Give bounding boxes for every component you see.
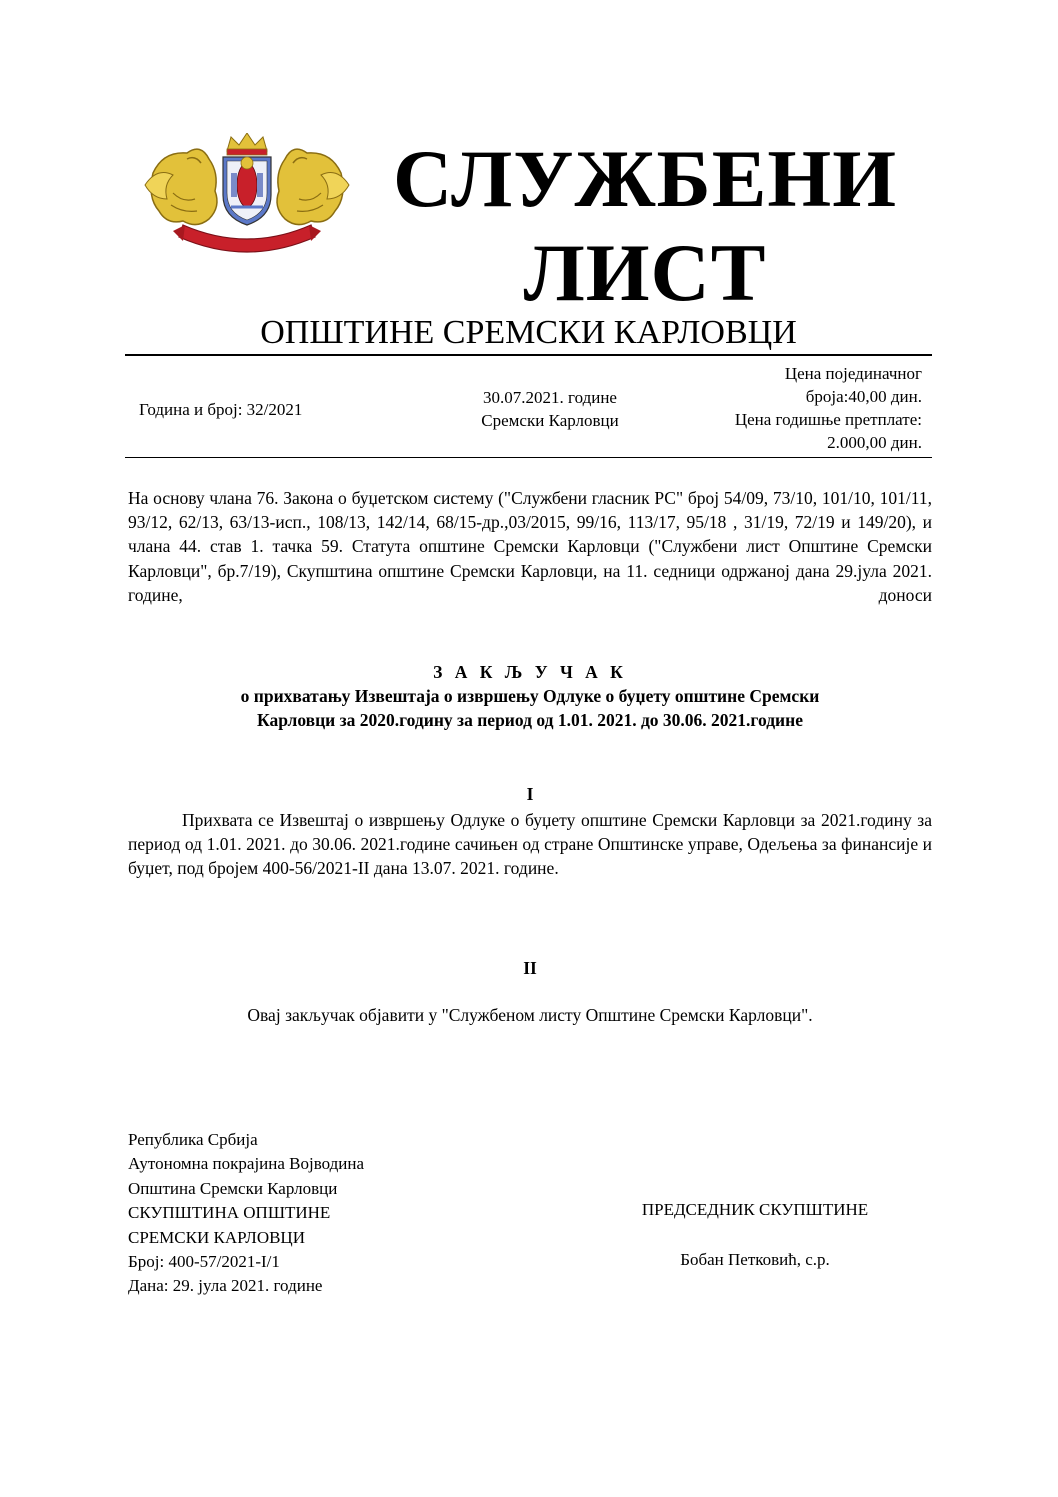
price-annual-line2: 2.000,00 дин. bbox=[827, 433, 922, 452]
preamble-paragraph: На основу члана 76. Закона о буџетском систему ("Службени гласник РС" број 54/09, 73/10, 101/10, 101/11, 93/12, 62/13, 63/13-исп., 108/13, 142/14, 68/15-др.,03/2015, 99/16, 113/17, 95/18 , 31/19, 72/19 и 149/20), и члана 44. став 1. тачка 59. Статута општине Сремски Карловци ("Службени лист Општине Сремски Карловци", бр.7/19), Скупштина општине Сремски Карловци, на 11. седници одржаној дана 29.јула 2021. године, доноси bbox=[128, 488, 932, 605]
section-1-text: Прихвата се Извештај о извршењу Одлуке о буџету општине Сремски Карловци за 2021.годину за период од 1.01. 2021. до 30.06. 2021.године сачињен од стране Општинске управе, Одељења за финансије и буџет, под бројем 400-56/2021-II дана 13.07. 2021. године. bbox=[128, 810, 932, 879]
issuer-line: СКУПШТИНА ОПШТИНЕ bbox=[128, 1203, 331, 1223]
decision-title: З А К Љ У Ч А К bbox=[433, 662, 627, 682]
price-annual-line1: Цена годишње претплате: bbox=[734, 410, 922, 429]
divider-bottom bbox=[125, 457, 932, 458]
coat-of-arms-icon bbox=[143, 133, 351, 265]
president-title: ПРЕДСЕДНИК СКУПШТИНЕ bbox=[641, 1200, 869, 1219]
price-info bbox=[660, 362, 922, 454]
president-name: Бобан Петковић, с.р. bbox=[680, 1250, 830, 1269]
divider-top bbox=[125, 354, 932, 356]
price-single-line2: броја:40,00 дин. bbox=[805, 387, 922, 406]
issuer-line: Дана: 29. јула 2021. године bbox=[128, 1276, 323, 1296]
issuer-line: Аутономна покрајина Војводина bbox=[128, 1154, 365, 1174]
price-single-line1: Цена појединачног bbox=[784, 364, 922, 383]
issue-date: 30.07.2021. године bbox=[483, 388, 617, 407]
issuer-line: СРЕМСКИ КАРЛОВЦИ bbox=[128, 1227, 305, 1247]
section-2-text: Овај закључак објавити у "Службеном листу Општине Сремски Карловци". bbox=[247, 1005, 813, 1025]
issuer-line: Република Србија bbox=[128, 1130, 258, 1149]
issuer-line: Број: 400-57/2021-I/1 bbox=[128, 1252, 280, 1272]
section-1-number: I bbox=[526, 784, 534, 804]
decision-subtitle-line2: Карловци за 2020.годину за период од 1.01. 2021. до 30.06. 2021.године bbox=[257, 710, 803, 730]
issuer-block bbox=[128, 1128, 364, 1299]
issue-place: Сремски Карловци bbox=[481, 411, 619, 430]
issue-date-place bbox=[434, 386, 666, 432]
section-2-number: II bbox=[523, 958, 537, 978]
issuer-line: Општина Сремски Карловци bbox=[128, 1178, 338, 1198]
masthead-subtitle: ОПШТИНЕ СРЕМСКИ КАРЛОВЦИ bbox=[260, 314, 797, 351]
issue-number: Година и број: 32/2021 bbox=[139, 400, 303, 419]
masthead-title-line1: СЛУЖБЕНИ bbox=[392, 133, 897, 224]
masthead-title-line2: ЛИСТ bbox=[523, 227, 767, 318]
decision-subtitle-line1: о прихватању Извештаја о извршењу Одлуке о буџету општине Сремски bbox=[240, 686, 820, 706]
